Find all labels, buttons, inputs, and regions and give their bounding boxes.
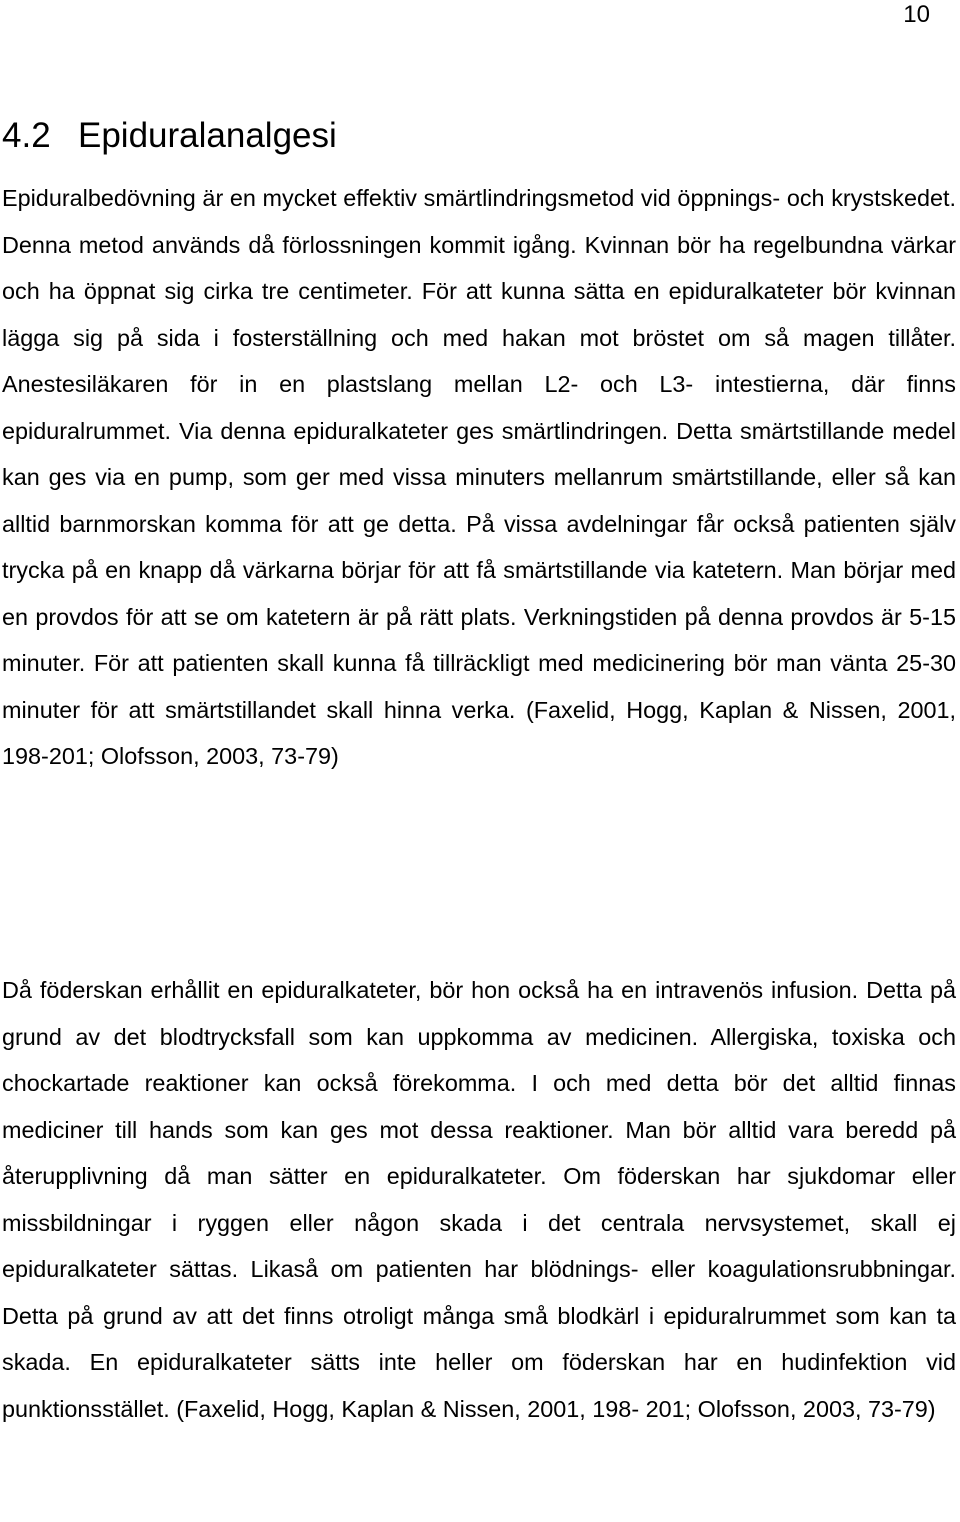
body-paragraph-2: Då föderskan erhållit en epiduralkateter, bör hon också ha en intravenös infusion. Detta på grund av det blodtrycksfall som kan uppkomma av medicinen. Allergiska, toxiska och chockartade reaktioner kan också förekomma. I och med detta bör det alltid finnas mediciner till hands som kan ges mot dessa reaktioner. Man bör alltid vara beredd på återupplivning då man sätter en epiduralkateter. Om föderskan har sjukdomar eller missbildningar i ryggen eller någon skada i det centrala nervsystemet, skall ej epiduralkateter sättas. Likaså om patienten har blödnings- eller koagulationsrubbningar. Detta på grund av att det finns otroligt många små blodkärl i epiduralrummet som kan ta skada. En epiduralkateter sätts inte heller om föderskan har en hudinfektion vid punktionsstället. (Faxelid, Hogg, Kaplan & Nissen, 2001, 198- 201; Olofsson, 2003, 73-79) [2,977,956,1422]
section-heading [2,114,337,158]
body-paragraph-1: Epiduralbedövning är en mycket effektiv smärtlindringsmetod vid öppnings- och krystskedet. Denna metod används då förlossningen kommit igång. Kvinnan bör ha regelbundna värkar och ha öppnat sig cirka tre centimeter. För att kunna sätta en epiduralkateter bör kvinnan lägga sig på sida i fosterställning och med hakan mot bröstet om så magen tillåter. Anestesiläkaren för in en plastslang mellan L2- och L3- intestierna, där finns epiduralrummet. Via denna epiduralkateter ges smärtlindringen. Detta smärtstillande medel kan ges via en pump, som ger med vissa minuters mellanrum smärtstillande, eller så kan alltid barnmorskan komma för att ge detta. På vissa avdelningar får också patienten själv trycka på en knapp då värkarna börjar för att få smärtstillande via katetern. Man börjar med en provdos för att se om katetern är på rätt plats. Verkningstiden på denna provdos är 5-15 minuter. För att patienten skall kunna få tillräckligt med medicinering bör man vänta 25-30 minuter för att smärtstillandet skall hinna verka. (Faxelid, Hogg, Kaplan & Nissen, 2001, 198-201; Olofsson, 2003, 73-79) [2,185,956,769]
page-number: 10 [903,1,930,28]
section-title: Epiduralanalgesi [78,116,337,155]
section-number: 4.2 [2,116,51,155]
